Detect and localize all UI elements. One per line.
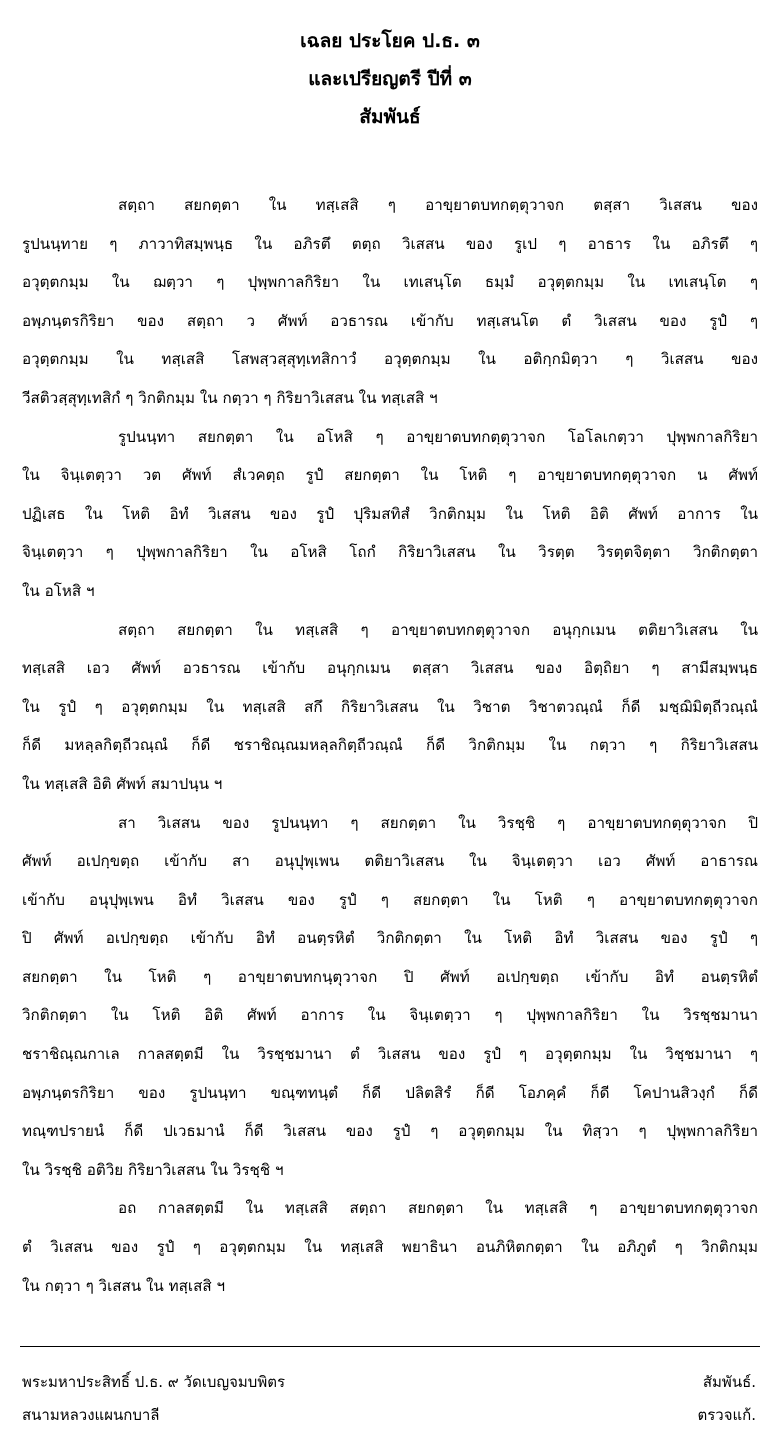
text-line: ทณฺฑปรายนํ ก็ดี ปเวธมานํ ก็ดี วิเสสน ของ รูปํ ๆ อวุตฺตกมฺม ใน ทิสฺวา ๆ ปุพฺพกาลกิริยา <box>22 1122 758 1141</box>
text-line: ใน วิรชฺชิ อติวิย กิริยาวิเสสน ใน วิรชฺชิ ฯ <box>22 1160 284 1179</box>
text-line: สตฺถา สยกตฺตา ใน ทสฺเสสิ ๆ อาขฺยาตบทกตฺตุวาจก ตสฺสา วิเสสน ของ <box>118 196 758 214</box>
text-line: ปฏิเสธ ใน โหติ อิทํ วิเสสน ของ รูปํ ปุริมสทิสํ วิกติกมฺม ใน โหติ อิติ ศัพท์ อาการ ใน <box>22 504 758 523</box>
paragraph-4 <box>22 804 758 1190</box>
text-line: อถ กาลสตฺตมี ใน ทสฺเสสิ สตฺถา สยกตฺตา ใน ทสฺเสสิ ๆ อาขฺยาตบทกตฺตุวาจก <box>118 1199 758 1218</box>
title-line-2: และเปรียญตรี ปีที่ ๓ <box>308 68 472 90</box>
author-credit: พระมหาประสิทธิ์ ป.ธ. ๙ วัดเบญจมบพิตร <box>22 1373 286 1391</box>
role-label-relation: สัมพันธ์. <box>702 1373 756 1391</box>
footer-row-1 <box>22 1366 756 1399</box>
title-line-3: สัมพันธ์ <box>359 106 421 128</box>
text-line: สา วิเสสน ของ รูปนนฺทา ๆ สยกตฺตา ใน วิรชฺชิ ๆ อาขฺยาตบทกตฺตุวาจก ปิ <box>118 813 758 832</box>
document-header <box>0 22 780 136</box>
text-line: ใน รูปํ ๆ อวุตฺตกมฺม ใน ทสฺเสสิ สกึ กิริยาวิเสสน ใน วิชาต วิชาตวณฺณํ ก็ดี มชฺฌิมิตฺถีวณฺณํ <box>22 697 758 716</box>
text-line: ศัพท์ อเปกฺขตฺถ เข้ากับ สา อนุปุพฺเพน ตติยาวิเสสน ใน จินฺเตตฺวา เอว ศัพท์ อาธารณ <box>22 852 758 871</box>
document-body <box>22 186 758 1305</box>
text-line: ก็ดี มหลฺลกิตฺถีวณฺณํ ก็ดี ชราชิณฺณมหลฺลกิตฺถีวณฺณํ ก็ดี วิกติกมฺม ใน กตฺวา ๆ กิริยาวิเสสน <box>22 736 758 755</box>
text-line: วีสติวสฺสุทฺเทสิกํ ๆ วิกติกมฺม ใน กตฺวา ๆ กิริยาวิเสสน ใน ทสฺเสสิ ฯ <box>22 388 438 407</box>
text-line: ใน ทสฺเสสิ อิติ ศัพท์ สมาปนฺน ฯ <box>22 774 223 793</box>
text-line: ใน กตฺวา ๆ วิเสสน ใน ทสฺเสสิ ฯ <box>22 1276 226 1295</box>
text-line: ใน อโหสิ ฯ <box>22 581 95 600</box>
footer-row-2 <box>22 1399 756 1432</box>
text-line: รูปนนฺทาย ๆ ภาวาทิสมฺพนฺธ ใน อภิรตึ ตตฺถ วิเสสน ของ รูเป ๆ อาธาร ใน อภิรตึ ๆ <box>22 234 758 253</box>
footer-divider <box>20 1346 760 1347</box>
text-line: สตฺถา สยกตฺตา ใน ทสฺเสสิ ๆ อาขฺยาตบทกตฺตุวาจก อนุกฺกเมน ตติยาวิเสสน ใน <box>118 620 758 639</box>
text-line: ปิ ศัพท์ อเปกฺขตฺถ เข้ากับ อิทํ อนตฺรหิตํ วิกติกตฺตา ใน โหติ อิทํ วิเสสน ของ รูปํ ๆ <box>22 929 758 948</box>
text-line: รูปนนฺทา สยกตฺตา ใน อโหสิ ๆ อาขฺยาตบทกตฺตุวาจก โอโลเกตฺวา ปุพฺพกาลกิริยา <box>118 427 758 446</box>
text-line: อวุตฺตกมฺม ใน ฌตฺวา ๆ ปุพฺพกาลกิริยา ใน เทเสนฺโต ธมฺมํ อวุตฺตกมฺม ใน เทเสนฺโต ๆ <box>22 273 758 292</box>
organization-name: สนามหลวงแผนกบาลี <box>22 1406 160 1424</box>
text-line: เข้ากับ อนุปุพฺเพน อิทํ วิเสสน ของ รูปํ ๆ สยกตฺตา ใน โหติ ๆ อาขฺยาตบทกตฺตุวาจก <box>22 890 758 909</box>
text-line: อพฺภนฺตรกิริยา ของ รูปนนฺทา ขณฺฑทนฺตํ ก็ดี ปลิตสิรํ ก็ดี โอภคฺคํ ก็ดี โคปานสิวงฺกํ ก็ดี <box>22 1083 758 1102</box>
text-line: ตํ วิเสสน ของ รูปํ ๆ อวุตฺตกมฺม ใน ทสฺเสสิ พยาธินา อนภิหิตกตฺตา ใน อภิภูตํ ๆ วิกติกมฺม <box>22 1238 758 1257</box>
text-line: สยกตฺตา ใน โหติ ๆ อาขฺยาตบทกนฺตุวาจก ปิ ศัพท์ อเปกฺขตฺถ เข้ากับ อิทํ อนตฺรหิตํ <box>22 967 758 986</box>
text-line: ชราชิณฺณกาเล กาลสตฺตมี ใน วิรชฺชมานา ตํ วิเสสน ของ รูปํ ๆ อวุตฺตกมฺม ใน วิชฺชมานา ๆ <box>22 1045 758 1064</box>
document-footer <box>22 1366 756 1432</box>
paragraph-2 <box>22 418 758 611</box>
role-label-reviewer: ตรวจแก้. <box>697 1406 756 1424</box>
text-line: อพฺภนฺตรกิริยา ของ สตฺถา ว ศัพท์ อวธารณ เข้ากับ ทสฺเสนโต ตํ วิเสสน ของ รูปํ ๆ <box>22 311 758 330</box>
paragraph-5 <box>22 1189 758 1305</box>
paragraph-3 <box>22 611 758 804</box>
text-line: ใน จินฺเตตฺวา วต ศัพท์ สํเวคตฺถ รูปํ สยกตฺตา ใน โหติ ๆ อาขฺยาตบทกตฺตุวาจก น ศัพท์ <box>22 466 758 485</box>
text-line: จินฺเตตฺวา ๆ ปุพฺพกาลกิริยา ใน อโหสิ โถกํ กิริยาวิเสสน ใน วิรตฺต วิรตฺตจิตฺตา วิกติกตฺตา <box>22 543 758 562</box>
paragraph-1 <box>22 186 758 418</box>
text-line: วิกติกตฺตา ใน โหติ อิติ ศัพท์ อาการ ใน จินฺเตตฺวา ๆ ปุพฺพกาลกิริยา ใน วิรชฺชมานา <box>22 1006 758 1025</box>
text-line: อวุตฺตกมฺม ใน ทสฺเสสิ โสพสฺวสฺสุทฺเทสิกาวํ อวุตฺตกมฺม ใน อติกฺกมิตฺวา ๆ วิเสสน ของ <box>22 350 758 369</box>
text-line: ทสฺเสสิ เอว ศัพท์ อวธารณ เข้ากับ อนุกฺกเมน ตสฺสา วิเสสน ของ อิตฺถิยา ๆ สามีสมฺพนฺธ <box>22 659 758 678</box>
title-line-1: เฉลย ประโยค ป.ธ. ๓ <box>300 30 480 52</box>
